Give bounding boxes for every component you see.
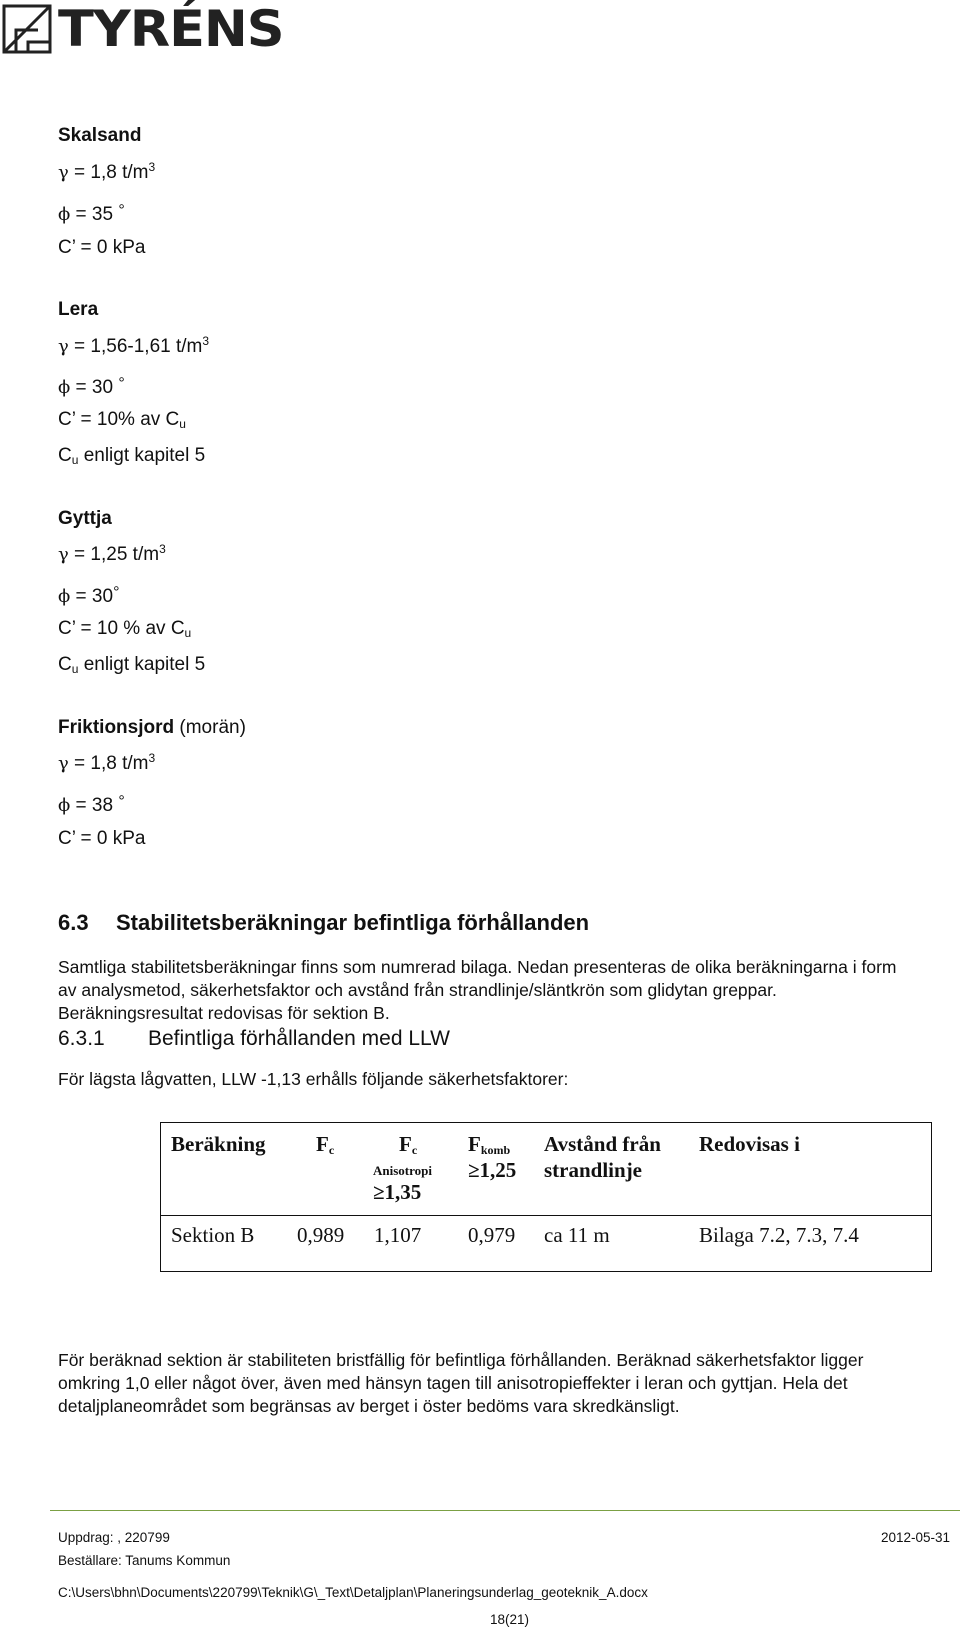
section-paragraph: Samtliga stabilitetsberäkningar finns som numrerad bilaga. Nedan presenteras de olika beräkningarna i form av analysmetod, säkerhetsfaktor och avstånd från strandlinje/släntkrön som glidytan greppar. Beräkningsresultat redovisas för sektion B. xyxy=(58,957,897,1023)
safety-factor-table xyxy=(160,1122,932,1272)
footer-divider xyxy=(50,1510,960,1511)
header-fc-aniso: $F_c$ xyxy=(399,1132,418,1157)
footer-date: 2012-05-31 xyxy=(880,1530,950,1545)
cell-fc: 0,989 xyxy=(297,1223,345,1247)
material-friction-angle: ϕ = 35 ° xyxy=(58,202,125,225)
material-cohesion: C’ = 0 kPa xyxy=(58,237,146,258)
footer-page-number: 18(21) xyxy=(490,1612,530,1627)
material-density: γ = 1,56-1,61 $t/m^3$ xyxy=(58,334,210,357)
footer-client: Beställare: Tanums Kommun xyxy=(58,1553,231,1568)
footer-file-path: C:\Users\bhn\Documents\220799\Teknik\G\_Text\Detaljplan\Planeringsunderlag_geoteknik_A.docx xyxy=(58,1585,648,1600)
subsection-intro: För lägsta lågvatten, LLW -1,13 erhålls följande säkerhetsfaktorer: xyxy=(58,1069,569,1089)
material-undrained-shear: $C_u$ enligt kapitel 5 xyxy=(58,654,206,676)
header-distance-line2: strandlinje xyxy=(544,1158,643,1182)
material-density: γ = 1,25 $t/m^3$ xyxy=(58,542,166,565)
header-calculation: Beräkning xyxy=(171,1132,266,1156)
material-heading: Friktionsjord (morän) xyxy=(58,717,246,738)
header-fc-aniso-requirement: ≥1,35 xyxy=(373,1180,422,1204)
header-fc: $F_c$ xyxy=(316,1132,335,1157)
header-fkomb: $F_{komb}$ xyxy=(468,1132,511,1157)
material-cohesion: C’ = 10 % av $C_u$ xyxy=(58,618,192,640)
header-distance: Avstånd från xyxy=(544,1132,661,1156)
cell-fkomb: 0,979 xyxy=(468,1223,516,1247)
material-friction-angle: ϕ = 30° xyxy=(58,584,120,607)
cell-section: Sektion B xyxy=(171,1223,255,1247)
cell-distance: ca 11 m xyxy=(544,1223,610,1247)
company-logo xyxy=(0,0,284,58)
material-density: γ = 1,8 $t/m^3$ xyxy=(58,160,156,183)
subsection-heading: 6.3.1 Befintliga förhållanden med LLW xyxy=(58,1027,450,1050)
footer-assignment: Uppdrag: , 220799 xyxy=(58,1530,170,1545)
cell-reference: Bilaga 7.2, 7.3, 7.4 xyxy=(699,1223,859,1247)
section-heading: 6.3 Stabilitetsberäkningar befintliga förhållanden xyxy=(58,910,590,935)
cell-fc-aniso: 1,107 xyxy=(374,1223,422,1247)
material-friction-angle: ϕ = 38 ° xyxy=(58,793,125,816)
material-density: γ = 1,8 $t/m^3$ xyxy=(58,751,156,774)
tyrens-logo-icon xyxy=(2,4,52,54)
material-friction-angle: ϕ = 30 ° xyxy=(58,375,125,398)
material-undrained-shear: $C_u$ enligt kapitel 5 xyxy=(58,445,206,467)
header-reference: Redovisas i xyxy=(699,1132,800,1156)
header-fkomb-requirement: ≥1,25 xyxy=(468,1158,517,1182)
header-anisotropy-note: Anisotropi xyxy=(373,1163,432,1178)
table-divider xyxy=(161,1215,931,1216)
logo-text: TYRÉNS xyxy=(58,0,284,58)
material-cohesion: C’ = 10% av $C_u$ xyxy=(58,409,186,431)
material-heading: Gyttja xyxy=(58,508,112,529)
material-heading: Lera xyxy=(58,299,99,320)
material-heading: Skalsand xyxy=(58,125,142,146)
conclusion-paragraph: För beräknad sektion är stabiliteten bristfällig för befintliga förhållanden. Beräknad säkerhetsfaktor ligger omkring 1,0 eller något över, även med hänsyn tagen till anisotropieffekter i leran och gyttjan. Hela det detaljplaneområdet som begränsas av berget i öster bedöms vara skredkänsligt. xyxy=(58,1350,864,1416)
material-cohesion: C’ = 0 kPa xyxy=(58,828,146,849)
